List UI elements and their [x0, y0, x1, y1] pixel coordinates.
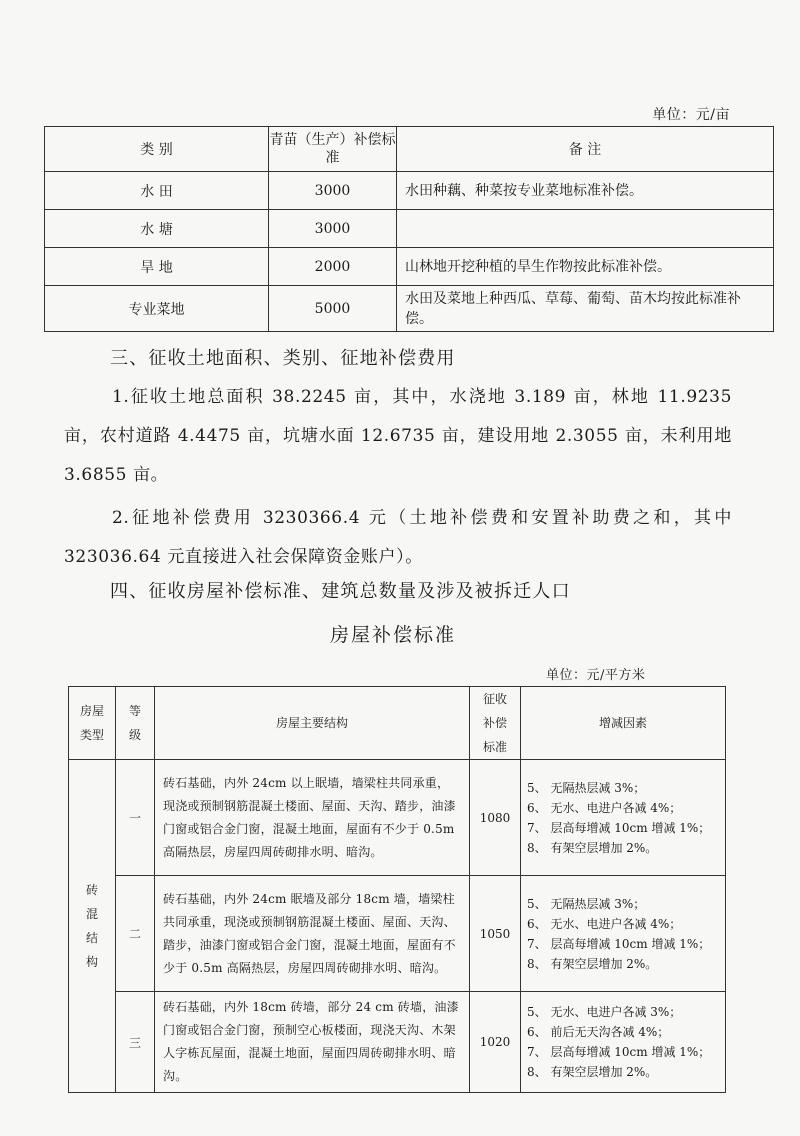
factor-item: 5、 无水、电进户各减 3%； — [527, 1005, 682, 1019]
row-standard: 3000 — [269, 172, 397, 210]
row-remark: 水田种藕、种菜按专业菜地标准补偿。 — [397, 172, 774, 210]
row-category: 水 田 — [45, 172, 269, 210]
house-compensation-table — [68, 686, 726, 1093]
header-type-text: 房屋类型 — [79, 704, 104, 742]
row-grade: 一 — [116, 760, 155, 876]
factor-item: 6、 无水、电进户各减 4%； — [527, 916, 682, 931]
section3-paragraph-1 — [64, 378, 732, 495]
header-standard: 青苗（生产）补偿标准 — [269, 127, 397, 172]
row-factors — [521, 876, 726, 992]
row-standard: 1050 — [470, 876, 521, 992]
header-grade-text: 等级 — [128, 704, 141, 742]
row-standard: 1080 — [470, 760, 521, 876]
row-remark: 水田及菜地上种西瓜、草莓、葡萄、苗木均按此标准补偿。 — [397, 286, 774, 332]
factor-item: 7、 层高每增减 10cm 增减 1%； — [527, 1045, 711, 1059]
row-factors — [521, 992, 726, 1093]
row-standard: 5000 — [269, 286, 397, 332]
header-structure: 房屋主要结构 — [155, 687, 470, 760]
header-factors: 增减因素 — [521, 687, 726, 760]
table-row — [69, 876, 726, 992]
paragraph-text: 1.征收土地总面积 38.2245 亩，其中，水浇地 3.189 亩，林地 11.9235 亩，农村道路 4.4475 亩，坑塘水面 12.6735 亩，建设用地 2.3055 亩，未利用地 3.6855 亩。 — [64, 387, 732, 485]
row-structure: 砖石基础，内外 18cm 砖墙，部分 24 cm 砖墙，油漆门窗或铝合金门窗，预制空心板楼面，现浇天沟、木架人字栋瓦屋面，混凝土地面，屋面四周砖砌排水明、暗沟。 — [155, 992, 470, 1093]
section3-heading: 三、征收土地面积、类别、征地补偿费用 — [110, 348, 456, 369]
table-row — [45, 248, 774, 286]
factor-item: 7、 层高每增减 10cm 增减 1%； — [527, 820, 711, 835]
row-structure: 砖石基础，内外 24cm 以上眠墙，墙梁柱共同承重，现浇或预制钢筋混凝土楼面、屋面、天沟、踏步，油漆门窗或铝合金门窗，混凝土地面，屋面有不少于 0.5m 高隔热层，房屋四周砖砌排水明、暗沟。 — [155, 760, 470, 876]
row-standard: 2000 — [269, 248, 397, 286]
factor-item: 8、 有架空层增加 2%。 — [527, 840, 658, 855]
row-category: 旱 地 — [45, 248, 269, 286]
header-remark: 备 注 — [397, 127, 774, 172]
row-standard: 3000 — [269, 210, 397, 248]
row-standard: 1020 — [470, 992, 521, 1093]
factor-item: 8、 有架空层增加 2%。 — [527, 956, 658, 971]
header-type — [69, 687, 116, 760]
row-remark: 山林地开挖种植的旱生作物按此标准补偿。 — [397, 248, 774, 286]
table-header-row — [69, 687, 726, 760]
paragraph-text: 2.征地补偿费用 3230366.4 元（土地补偿费和安置补助费之和，其中 323036.64 元直接进入社会保障资金账户）。 — [64, 508, 732, 567]
row-grade: 三 — [116, 992, 155, 1093]
row-type-text: 砖混结构 — [85, 883, 98, 969]
section4-heading: 四、征收房屋补偿标准、建筑总数量及涉及被拆迁人口 — [110, 581, 571, 602]
row-type — [69, 760, 116, 1093]
table-row — [45, 210, 774, 248]
row-factors — [521, 760, 726, 876]
factor-item: 5、 无隔热层减 3%； — [527, 896, 646, 911]
factor-item: 8、 有架空层增加 2%。 — [527, 1065, 658, 1079]
table-row — [45, 286, 774, 332]
factor-item: 7、 层高每增减 10cm 增减 1%； — [527, 936, 711, 951]
factor-item: 6、 前后无天沟各减 4%； — [527, 1025, 670, 1039]
factor-item: 5、 无隔热层减 3%； — [527, 780, 646, 795]
table-row — [69, 760, 726, 876]
header-category: 类 别 — [45, 127, 269, 172]
row-grade: 二 — [116, 876, 155, 992]
row-category: 专业菜地 — [45, 286, 269, 332]
table2-unit: 单位：元/平方米 — [546, 668, 646, 683]
seedling-compensation-table — [44, 126, 774, 332]
table-row — [45, 172, 774, 210]
header-standard-text: 征收补偿标准 — [482, 692, 507, 754]
table1-unit: 单位：元/亩 — [652, 107, 730, 123]
table-header-row — [45, 127, 774, 172]
section3-paragraph-2 — [64, 499, 732, 577]
row-remark — [397, 210, 774, 248]
header-grade — [116, 687, 155, 760]
row-structure: 砖石基础，内外 24cm 眠墙及部分 18cm 墙，墙梁柱共同承重，现浇或预制钢筋混凝土楼面、屋面、天沟、踏步，油漆门窗或铝合金门窗，混凝土地面，屋面有不少于 0.5m 高隔热层，房屋四周砖砌排水明、暗沟。 — [155, 876, 470, 992]
table2-caption: 房屋补偿标准 — [330, 624, 457, 646]
factor-item: 6、 无水、电进户各减 4%； — [527, 800, 682, 815]
table-row — [69, 992, 726, 1093]
header-standard — [470, 687, 521, 760]
row-category: 水 塘 — [45, 210, 269, 248]
